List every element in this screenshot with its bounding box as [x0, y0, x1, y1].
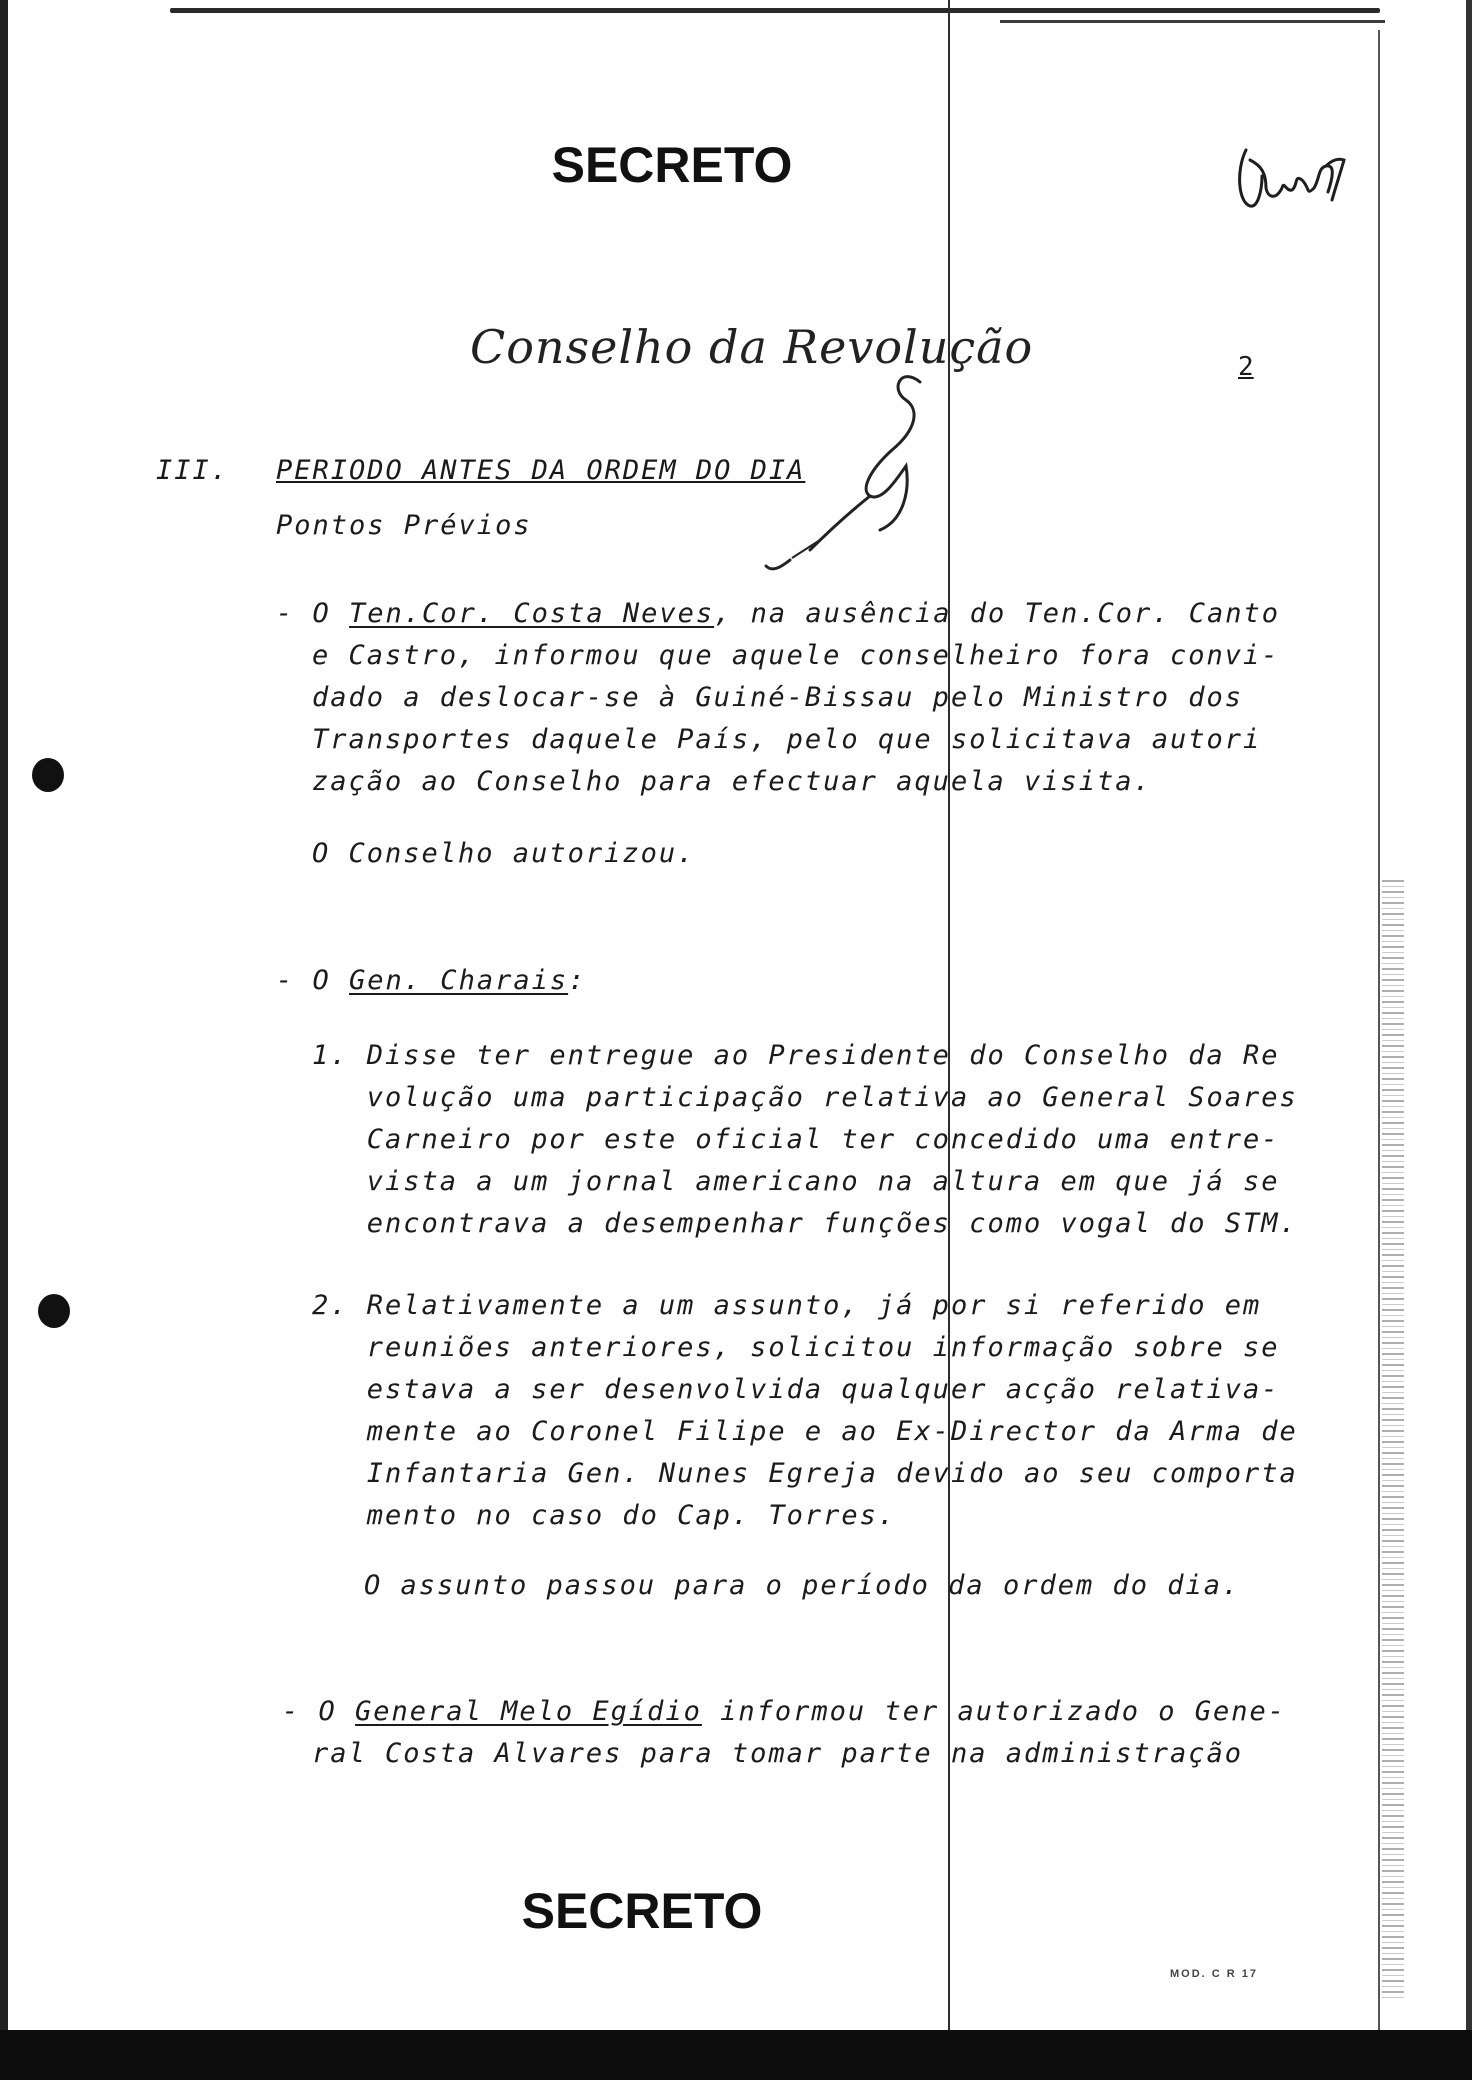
item1-line5: zação ao Conselho para efectuar aquela visita.	[312, 766, 1152, 797]
item1-lead: - O	[276, 598, 350, 629]
section-title: PERIODO ANTES DA ORDEM DO DIA	[276, 455, 806, 486]
classification-top: SECRETO	[551, 137, 793, 193]
item2-p1-line1: 1. Disse ter entregue ao Presidente do Conselho da Re	[312, 1040, 1280, 1071]
scan-top-edge	[170, 8, 1380, 13]
item3-line2: ral Costa Alvares para tomar parte na administração	[312, 1738, 1244, 1769]
scan-right-edge	[1466, 0, 1472, 2080]
scan-edge-noise	[1382, 880, 1404, 2000]
item2-p1-line4: vista a um jornal americano na altura em que já se	[312, 1166, 1280, 1197]
item2-speaker: Gen. Charais	[349, 965, 569, 996]
item2-p2-line5: Infantaria Gen. Nunes Egreja devido ao seu comporta	[312, 1458, 1298, 1489]
item2-colon: :	[568, 965, 587, 996]
institution-title: Conselho da Revolução	[470, 320, 1034, 374]
item1-line1	[276, 598, 1280, 629]
page-number: 2	[1238, 352, 1254, 382]
item1-line1-rest: , na ausência do Ten.Cor. Canto	[714, 598, 1281, 629]
scan-right-margin-line	[1378, 30, 1380, 2040]
item1-resolution: O Conselho autorizou.	[312, 838, 696, 869]
binder-hole-upper	[32, 758, 64, 792]
item2-p1-line2: volução uma participação relativa ao General Soares	[312, 1082, 1298, 1113]
item2-p2-note: O assunto passou para o período da ordem do dia.	[364, 1570, 1241, 1601]
item2-p1-line5: encontrava a desempenhar funções como vogal do STM.	[312, 1208, 1298, 1239]
classification-bottom: SECRETO	[521, 1883, 763, 1939]
scan-left-edge	[0, 0, 8, 2080]
handwritten-rubric	[1232, 130, 1352, 220]
item2-heading	[276, 965, 586, 996]
item2-p1-line3: Carneiro por este oficial ter concedido uma entre-	[312, 1124, 1280, 1155]
item2-lead: - O	[276, 965, 350, 996]
scan-top-edge-secondary	[1000, 20, 1385, 23]
item1-speaker: Ten.Cor. Costa Neves	[349, 598, 715, 629]
binder-hole-lower	[38, 1294, 70, 1328]
section-subtitle: Pontos Prévios	[276, 510, 532, 541]
item3-line1-rest: informou ter autorizado o Gene-	[701, 1696, 1287, 1727]
item3-line1	[282, 1696, 1286, 1727]
scan-bottom-edge	[0, 2030, 1472, 2080]
item3-lead: - O	[282, 1696, 356, 1727]
item1-line3: dado a deslocar-se à Guiné-Bissau pelo Ministro dos	[312, 682, 1244, 713]
item2-p2-line2: reuniões anteriores, solicitou informação sobre se	[312, 1332, 1280, 1363]
item1-line2: e Castro, informou que aquele conselheiro fora convi-	[312, 640, 1280, 671]
item2-p2-line4: mente ao Coronel Filipe e ao Ex-Director da Arma de	[312, 1416, 1298, 1447]
item2-p2-line3: estava a ser desenvolvida qualquer acção relativa-	[312, 1374, 1280, 1405]
item2-p2-line6: mento no caso do Cap. Torres.	[312, 1500, 897, 1531]
item2-p2-line1: 2. Relativamente a um assunto, já por si referido em	[312, 1290, 1262, 1321]
item1-line4: Transportes daquele País, pelo que solicitava autori	[312, 724, 1262, 755]
section-number: III.	[156, 455, 230, 486]
item3-speaker: General Melo Egídio	[355, 1696, 702, 1727]
form-code: MOD. C R 17	[1170, 1968, 1259, 1980]
